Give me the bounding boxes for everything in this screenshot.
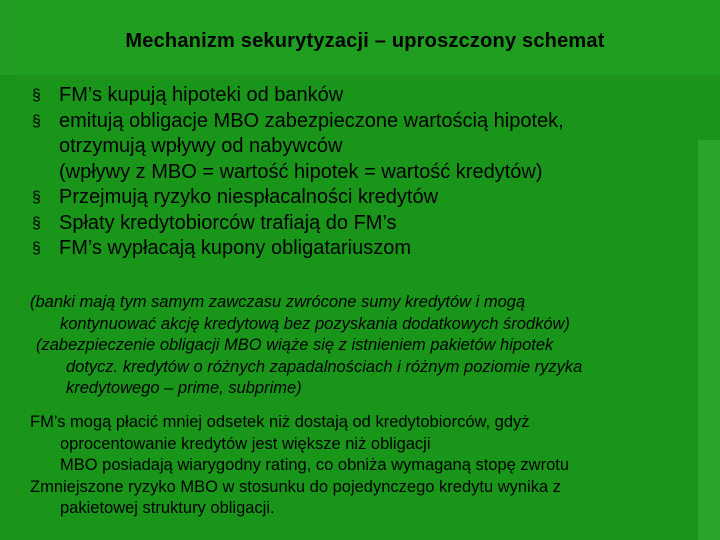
note-line: (banki mają tym samym zawczasu zwrócone sumy kredytów i mogą	[30, 293, 526, 311]
bullet-icon: §	[32, 189, 41, 206]
bullet-list	[32, 83, 702, 262]
list-item	[32, 109, 702, 186]
italic-notes	[30, 292, 710, 400]
tail-text	[30, 412, 715, 520]
note-line: (zabezpieczenie obligacji MBO wiąże się z istnieniem pakietów hipotek	[36, 336, 554, 354]
bullet-line: emitują obligacje MBO zabezpieczone wartością hipotek,	[59, 109, 564, 132]
note-line: kontynuować akcję kredytową bez pozyskania dodatkowych środków)	[60, 314, 570, 333]
note-paragraph	[30, 292, 710, 335]
note-paragraph	[30, 335, 710, 400]
bullet-line: Przejmują ryzyko niespłacalności kredytów	[59, 186, 439, 208]
tail-line: MBO posiadają wiarygodny rating, co obniża wymaganą stopę zwrotu	[60, 456, 570, 474]
list-item	[32, 83, 702, 109]
slide-title: Mechanizm sekurytyzacji – uproszczony schemat	[125, 30, 605, 52]
list-item	[32, 211, 702, 237]
bullet-line: otrzymują wpływy od nabywców	[59, 135, 343, 157]
tail-line: Zmniejszone ryzyko MBO w stosunku do pojedynczego kredytu wynika z	[30, 477, 561, 496]
bullet-line: FM’s kupują hipoteki od banków	[59, 84, 344, 106]
note-line: dotycz. kredytów o różnych zapadalnościach i różnym poziomie ryzyka	[66, 357, 583, 376]
list-item	[32, 185, 702, 211]
bullet-icon: §	[32, 214, 41, 232]
bullet-icon: §	[32, 112, 41, 130]
bullet-line: Spłaty kredytobiorców trafiają do FM’s	[59, 211, 397, 234]
tail-paragraph	[30, 412, 715, 477]
bullet-icon: §	[32, 240, 41, 257]
tail-line: pakietowej struktury obligacji.	[60, 499, 275, 517]
tail-line: oprocentowanie kredytów jest większe niż obligacji	[60, 434, 431, 453]
note-line: kredytowego – prime, subprime)	[66, 379, 302, 397]
list-item	[32, 236, 702, 262]
bullet-icon: §	[32, 87, 41, 104]
bullet-line: FM’s wypłacają kupony obligatariuszom	[59, 237, 412, 259]
tail-paragraph	[30, 477, 715, 520]
bullet-line: (wpływy z MBO = wartość hipotek = wartość kredytów)	[59, 160, 543, 183]
tail-line: FM’s mogą płacić mniej odsetek niż dostają od kredytobiorców, gdyż	[30, 413, 530, 431]
